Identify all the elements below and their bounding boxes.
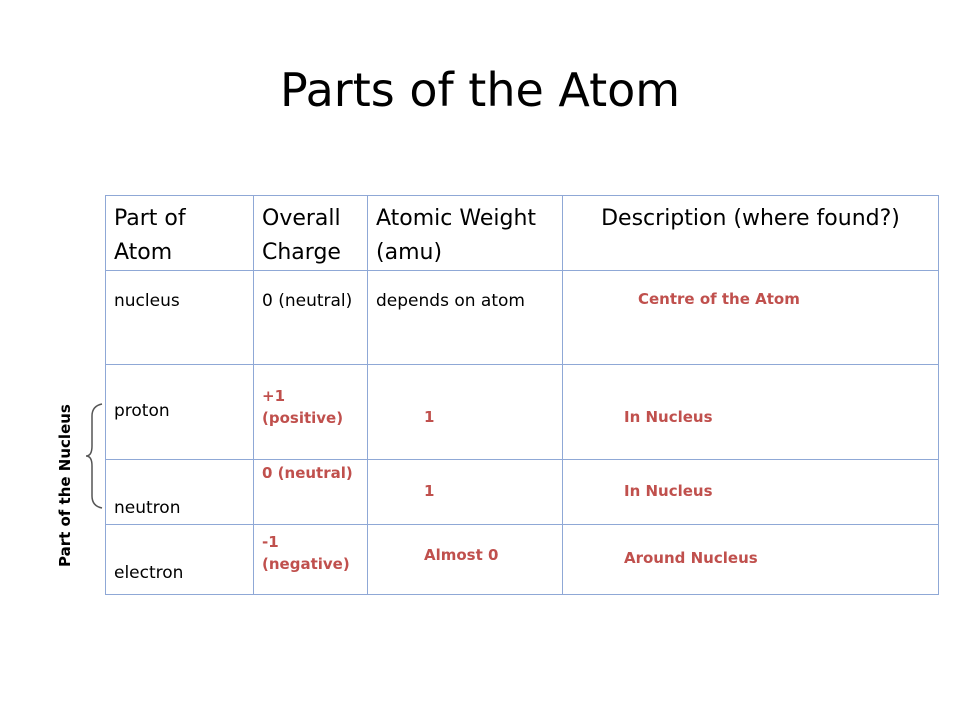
table-row (106, 460, 939, 525)
cell-description (563, 460, 939, 525)
cell-description (563, 271, 939, 365)
cell-weight (368, 460, 563, 525)
answer-text: Around Nucleus (624, 549, 758, 567)
header-atomic-weight: Atomic Weight (amu) (368, 196, 563, 271)
answer-text: In Nucleus (624, 408, 713, 426)
answer-text: -1 (negative) (262, 533, 350, 573)
cell-part: electron (106, 525, 254, 595)
cell-description (563, 525, 939, 595)
table-row (106, 525, 939, 595)
answer-text: +1 (positive) (262, 387, 344, 427)
table-row (106, 271, 939, 365)
table-row (106, 365, 939, 460)
header-description: Description (where found?) (563, 196, 939, 271)
cell-weight (368, 525, 563, 595)
answer-text: Centre of the Atom (638, 290, 800, 308)
answer-text: Almost 0 (424, 546, 499, 564)
cell-charge: 0 (neutral) (254, 271, 368, 365)
header-part-of-atom: Part of Atom (106, 196, 254, 271)
part-of-nucleus-label: Part of the Nucleus (56, 404, 74, 567)
brace-icon (84, 402, 106, 510)
cell-weight: depends on atom (368, 271, 563, 365)
atom-parts-table (105, 195, 939, 595)
answer-text: 1 (424, 482, 435, 500)
cell-description (563, 365, 939, 460)
cell-part: nucleus (106, 271, 254, 365)
page-title: Parts of the Atom (279, 63, 681, 117)
cell-weight (368, 365, 563, 460)
cell-part: neutron (106, 460, 254, 525)
answer-text: 1 (424, 408, 435, 426)
table-header-row (106, 196, 939, 271)
answer-text: In Nucleus (624, 482, 713, 500)
header-overall-charge: Overall Charge (254, 196, 368, 271)
answer-text: 0 (neutral) (262, 464, 353, 482)
cell-charge (254, 525, 368, 595)
cell-part: proton (106, 365, 254, 460)
cell-charge (254, 365, 368, 460)
cell-charge (254, 460, 368, 525)
